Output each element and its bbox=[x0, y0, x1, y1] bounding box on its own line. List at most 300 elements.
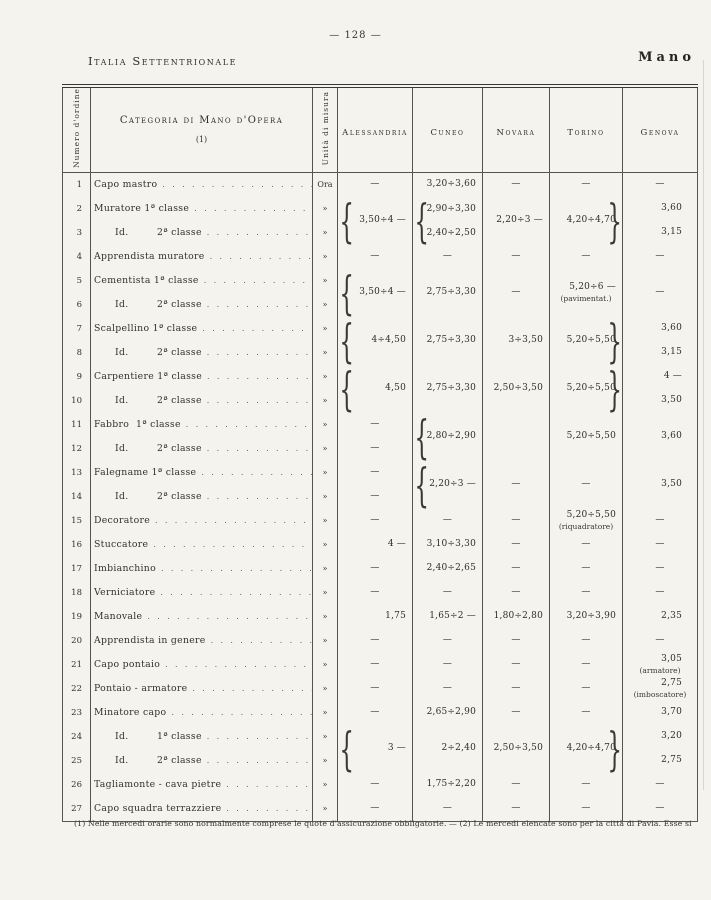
value-cell bbox=[413, 725, 483, 773]
value-cell bbox=[623, 269, 698, 317]
row-number: 8 bbox=[76, 347, 82, 358]
city-header: Torino bbox=[567, 128, 605, 139]
dot-leader bbox=[210, 245, 312, 269]
value-text: — bbox=[655, 563, 665, 574]
grouping-brace: } bbox=[607, 721, 622, 776]
dot-leader bbox=[186, 413, 312, 437]
category-label: Id. bbox=[115, 298, 129, 310]
category-label: Muratore 1ª classe bbox=[94, 202, 190, 214]
value-text: — bbox=[655, 251, 665, 262]
value-text: — bbox=[370, 683, 380, 694]
unit-cell: » bbox=[313, 389, 338, 413]
value-cell bbox=[623, 557, 698, 581]
category-cell bbox=[91, 413, 313, 437]
category-label: Decoratore bbox=[94, 514, 151, 526]
row-number: 12 bbox=[71, 443, 82, 454]
value-cell bbox=[483, 197, 550, 245]
value-text: — bbox=[581, 587, 591, 598]
unit-cell: » bbox=[313, 653, 338, 677]
grouping-brace: { bbox=[414, 409, 429, 464]
category-label: Verniciatore bbox=[94, 586, 156, 598]
value-text: — bbox=[442, 515, 453, 526]
category-label-class: 2ª classe bbox=[157, 754, 202, 766]
value-cell bbox=[338, 721, 413, 776]
dot-leader bbox=[207, 221, 312, 245]
value-text: 3,20÷3,60 bbox=[426, 179, 476, 190]
value-text: — bbox=[581, 539, 591, 550]
dot-leader bbox=[207, 437, 312, 461]
value-cell bbox=[623, 581, 698, 605]
value-text: 2,35 bbox=[661, 611, 682, 622]
unit-cell: » bbox=[313, 221, 338, 245]
value-cell bbox=[338, 797, 413, 822]
numero-header-cell bbox=[63, 86, 91, 172]
row-number: 3 bbox=[76, 227, 82, 238]
value-text: 2,20÷3 — bbox=[496, 215, 543, 226]
value-cell bbox=[550, 172, 623, 197]
value-text: — bbox=[655, 635, 665, 646]
category-label: Id. bbox=[115, 442, 129, 454]
category-label: Tagliamonte - cava pietre bbox=[94, 778, 222, 790]
value-text: — bbox=[511, 779, 521, 790]
value-cell bbox=[483, 557, 550, 581]
value-cell bbox=[483, 653, 550, 677]
grouping-brace: { bbox=[414, 457, 429, 512]
value-cell bbox=[550, 773, 623, 797]
category-label-class: 1ª classe bbox=[136, 418, 181, 430]
value-cell bbox=[338, 361, 413, 416]
value-cell bbox=[623, 197, 698, 221]
category-cell bbox=[91, 725, 313, 749]
value-cell bbox=[413, 557, 483, 581]
dot-leader bbox=[207, 293, 312, 317]
table-row bbox=[63, 365, 698, 389]
category-label-class: 2ª classe bbox=[157, 346, 202, 358]
value-text: 3,70 bbox=[661, 707, 682, 718]
category-cell bbox=[91, 533, 313, 557]
value-cell bbox=[338, 485, 413, 509]
table-row bbox=[63, 701, 698, 725]
value-cell bbox=[338, 313, 413, 368]
category-label: Id. bbox=[115, 730, 129, 742]
value-text: — bbox=[581, 707, 591, 718]
row-number: 1 bbox=[76, 179, 82, 190]
value-text: 5,20÷5,50 bbox=[566, 510, 616, 521]
value-text: 4 — bbox=[663, 371, 682, 382]
value-text: — bbox=[511, 251, 521, 262]
value-cell bbox=[483, 605, 550, 629]
category-cell bbox=[91, 221, 313, 245]
category-label: Capo squadra terrazziere bbox=[94, 802, 222, 814]
dot-leader bbox=[165, 653, 312, 677]
table-row bbox=[63, 172, 698, 197]
row-number: 15 bbox=[71, 515, 82, 526]
value-text: 5,20÷5,50 bbox=[566, 383, 616, 394]
value-text: 2,75÷3,30 bbox=[426, 335, 476, 346]
value-text: — bbox=[370, 563, 380, 574]
category-label: Scalpellino 1ª classe bbox=[94, 322, 198, 334]
value-text: 4,50 bbox=[385, 383, 406, 394]
value-cell bbox=[550, 193, 623, 248]
table-row bbox=[63, 509, 698, 533]
value-cell bbox=[550, 245, 623, 269]
category-cell bbox=[91, 365, 313, 389]
dot-leader bbox=[207, 341, 312, 365]
category-cell bbox=[91, 269, 313, 293]
value-cell bbox=[550, 461, 623, 509]
region-title: Italia Settentrionale bbox=[88, 54, 238, 68]
value-cell bbox=[413, 581, 483, 605]
dot-leader bbox=[204, 269, 312, 293]
value-text: — bbox=[442, 587, 453, 598]
value-text: 2,75÷3,30 bbox=[426, 287, 476, 298]
value-cell bbox=[623, 533, 698, 557]
category-label-class: 2ª classe bbox=[157, 226, 202, 238]
value-cell bbox=[483, 677, 550, 701]
value-cell bbox=[413, 365, 483, 413]
value-text: — bbox=[511, 683, 521, 694]
unit-cell: » bbox=[313, 485, 338, 509]
value-cell bbox=[413, 245, 483, 269]
value-text: — bbox=[511, 707, 521, 718]
value-cell bbox=[483, 172, 550, 197]
value-text: 3,05 bbox=[661, 654, 682, 665]
category-label: Id. bbox=[115, 490, 129, 502]
category-cell bbox=[91, 341, 313, 365]
value-qualifier: (pavimentat.) bbox=[560, 294, 612, 304]
value-text: — bbox=[511, 515, 521, 526]
value-cell bbox=[623, 317, 698, 341]
unit-cell: » bbox=[313, 773, 338, 797]
value-text: 3,15 bbox=[661, 227, 682, 238]
table-row bbox=[63, 725, 698, 749]
category-cell bbox=[91, 437, 313, 461]
value-cell bbox=[483, 509, 550, 533]
value-text: — bbox=[655, 539, 665, 550]
category-cell bbox=[91, 245, 313, 269]
value-cell bbox=[413, 269, 483, 317]
value-text: — bbox=[655, 587, 665, 598]
dot-leader bbox=[147, 605, 312, 629]
row-number: 4 bbox=[76, 251, 82, 262]
row-number: 20 bbox=[71, 635, 82, 646]
value-cell bbox=[550, 701, 623, 725]
category-cell bbox=[91, 797, 313, 822]
value-cell bbox=[623, 653, 698, 677]
value-cell bbox=[338, 701, 413, 725]
value-text: 5,20÷5,50 bbox=[566, 431, 616, 442]
value-text: 4÷4,50 bbox=[371, 335, 406, 346]
value-cell bbox=[338, 773, 413, 797]
value-cell bbox=[550, 269, 623, 317]
category-cell bbox=[91, 293, 313, 317]
grouping-brace: { bbox=[339, 265, 354, 320]
category-label: Id. bbox=[115, 346, 129, 358]
wage-table bbox=[62, 84, 698, 822]
value-cell bbox=[483, 269, 550, 317]
value-cell bbox=[550, 581, 623, 605]
dot-leader bbox=[171, 701, 312, 725]
unit-cell: » bbox=[313, 749, 338, 773]
value-qualifier: (imboscatore) bbox=[633, 690, 687, 700]
grouping-brace: { bbox=[339, 721, 354, 776]
category-cell bbox=[91, 581, 313, 605]
row-number: 21 bbox=[71, 659, 82, 670]
value-text: 3,50 bbox=[661, 479, 682, 490]
value-text: — bbox=[511, 179, 521, 190]
numero-header: Numero d'ordine bbox=[72, 88, 81, 168]
row-number: 23 bbox=[71, 707, 82, 718]
category-label-class: 2ª classe bbox=[157, 490, 202, 502]
row-number: 17 bbox=[71, 563, 82, 574]
unit-cell: » bbox=[313, 293, 338, 317]
value-cell bbox=[338, 533, 413, 557]
value-text: 2,40÷2,65 bbox=[426, 563, 476, 574]
category-label: Manovale bbox=[94, 610, 143, 622]
row-number: 9 bbox=[76, 371, 82, 382]
table-row bbox=[63, 317, 698, 341]
unit-cell: » bbox=[313, 797, 338, 822]
table-row bbox=[63, 773, 698, 797]
category-label: Stuccatore bbox=[94, 538, 149, 550]
unita-header-cell bbox=[313, 86, 338, 172]
value-text: — bbox=[581, 179, 591, 190]
dot-leader bbox=[226, 797, 312, 821]
value-text: — bbox=[511, 287, 521, 298]
value-cell bbox=[550, 313, 623, 368]
grouping-brace: { bbox=[339, 313, 354, 368]
value-text: 2,40÷2,50 bbox=[426, 227, 476, 238]
footnote: (1) Nelle mercedi orarie sono normalmente comprese le quote d'assicurazione obbligatorie. — (2) Le mercedi elencate sono per la città di Pavia. Esse si bbox=[74, 819, 692, 828]
value-text: 2,65÷2,90 bbox=[426, 707, 476, 718]
value-cell bbox=[483, 629, 550, 653]
value-cell bbox=[623, 749, 698, 773]
dot-leader bbox=[207, 725, 312, 749]
value-text: 3,20÷3,90 bbox=[566, 611, 616, 622]
value-cell bbox=[483, 365, 550, 413]
value-cell bbox=[483, 413, 550, 461]
unit-cell: » bbox=[313, 509, 338, 533]
value-cell bbox=[483, 725, 550, 773]
value-cell bbox=[338, 172, 413, 197]
category-label: Cementista 1ª classe bbox=[94, 274, 199, 286]
category-label: Imbianchino bbox=[94, 562, 156, 574]
value-text: — bbox=[442, 803, 453, 814]
value-text: — bbox=[511, 539, 521, 550]
value-text: — bbox=[442, 683, 453, 694]
category-label: Id. bbox=[115, 226, 129, 238]
value-cell bbox=[623, 797, 698, 822]
value-text: 3÷3,50 bbox=[508, 335, 543, 346]
value-cell bbox=[623, 509, 698, 533]
category-cell bbox=[91, 317, 313, 341]
value-cell bbox=[483, 773, 550, 797]
value-text: 2,20÷3 — bbox=[429, 479, 476, 490]
city-header-cell bbox=[550, 86, 623, 172]
unit-cell: » bbox=[313, 365, 338, 389]
value-cell bbox=[550, 509, 623, 533]
dot-leader bbox=[194, 197, 312, 221]
unit-cell: » bbox=[313, 341, 338, 365]
value-text: — bbox=[581, 803, 591, 814]
value-text: — bbox=[370, 707, 380, 718]
value-text: — bbox=[581, 659, 591, 670]
value-cell bbox=[338, 245, 413, 269]
value-text: 3 — bbox=[387, 743, 406, 754]
row-number: 22 bbox=[71, 683, 82, 694]
category-cell bbox=[91, 461, 313, 485]
row-number: 11 bbox=[71, 419, 82, 430]
table-row bbox=[63, 461, 698, 485]
category-cell bbox=[91, 701, 313, 725]
category-label: Id. bbox=[115, 754, 129, 766]
value-text: — bbox=[511, 659, 521, 670]
value-cell bbox=[413, 629, 483, 653]
unit-cell: » bbox=[313, 269, 338, 293]
value-cell bbox=[413, 605, 483, 629]
value-text: — bbox=[370, 419, 380, 430]
value-cell bbox=[550, 413, 623, 461]
value-cell bbox=[483, 317, 550, 365]
row-number: 24 bbox=[71, 731, 82, 742]
value-cell bbox=[623, 389, 698, 413]
value-cell bbox=[623, 629, 698, 653]
value-cell bbox=[413, 773, 483, 797]
value-text: — bbox=[511, 635, 521, 646]
value-qualifier: (riquadratore) bbox=[558, 522, 614, 532]
value-text: 2,75÷3,30 bbox=[426, 383, 476, 394]
category-label-class: 2ª classe bbox=[157, 298, 202, 310]
dot-leader bbox=[201, 461, 312, 485]
row-number: 10 bbox=[71, 395, 82, 406]
value-cell bbox=[413, 172, 483, 197]
value-text: — bbox=[511, 563, 521, 574]
value-text: 3,60 bbox=[661, 323, 682, 334]
value-text: 3,60 bbox=[661, 203, 682, 214]
category-cell bbox=[91, 653, 313, 677]
value-cell bbox=[338, 557, 413, 581]
unit-cell: » bbox=[313, 581, 338, 605]
table-row bbox=[63, 653, 698, 677]
category-cell bbox=[91, 172, 313, 197]
dot-leader bbox=[162, 173, 312, 197]
city-header-cell bbox=[338, 86, 413, 172]
value-cell bbox=[338, 265, 413, 320]
value-cell bbox=[483, 533, 550, 557]
unit-cell: » bbox=[313, 437, 338, 461]
value-cell bbox=[338, 629, 413, 653]
value-cell bbox=[338, 193, 413, 248]
unit-cell: » bbox=[313, 413, 338, 437]
value-cell bbox=[413, 193, 483, 248]
grouping-brace: { bbox=[339, 361, 354, 416]
table-row bbox=[63, 629, 698, 653]
row-number: 18 bbox=[71, 587, 82, 598]
value-cell bbox=[623, 461, 698, 509]
value-text: — bbox=[370, 779, 380, 790]
value-cell bbox=[623, 701, 698, 725]
value-text: — bbox=[655, 287, 665, 298]
value-cell bbox=[483, 797, 550, 822]
value-cell bbox=[623, 605, 698, 629]
value-cell bbox=[550, 533, 623, 557]
value-cell bbox=[483, 245, 550, 269]
value-text: — bbox=[370, 635, 380, 646]
value-text: 4 — bbox=[387, 539, 406, 550]
header-row bbox=[63, 86, 698, 172]
city-header-cell bbox=[483, 86, 550, 172]
value-text: 2,50÷3,50 bbox=[493, 383, 543, 394]
category-cell bbox=[91, 629, 313, 653]
dot-leader bbox=[153, 533, 312, 557]
table-header bbox=[63, 86, 698, 172]
value-text: — bbox=[581, 251, 591, 262]
value-text: — bbox=[581, 779, 591, 790]
dot-leader bbox=[202, 317, 312, 341]
dot-leader bbox=[211, 629, 312, 653]
value-cell bbox=[623, 365, 698, 389]
value-text: 1,75÷2,20 bbox=[426, 779, 476, 790]
table-row bbox=[63, 269, 698, 293]
value-text: 3,50÷4 — bbox=[359, 287, 406, 298]
value-cell bbox=[623, 221, 698, 245]
table-row bbox=[63, 413, 698, 437]
scan-edge-artifact bbox=[703, 60, 704, 790]
value-cell bbox=[413, 317, 483, 365]
category-label: Capo pontaio bbox=[94, 658, 161, 670]
unit-cell: » bbox=[313, 725, 338, 749]
value-text: — bbox=[581, 635, 591, 646]
value-cell bbox=[550, 721, 623, 776]
value-text: 2,80÷2,90 bbox=[426, 431, 476, 442]
category-label: Capo mastro bbox=[94, 178, 158, 190]
value-cell bbox=[413, 457, 483, 512]
value-cell bbox=[623, 172, 698, 197]
row-number: 5 bbox=[76, 275, 82, 286]
value-text: 1,65÷2 — bbox=[429, 611, 476, 622]
value-cell bbox=[413, 533, 483, 557]
category-cell bbox=[91, 197, 313, 221]
table-row bbox=[63, 533, 698, 557]
city-header: Alessandria bbox=[342, 128, 408, 139]
city-header: Cuneo bbox=[430, 128, 465, 139]
row-number: 25 bbox=[71, 755, 82, 766]
category-cell bbox=[91, 389, 313, 413]
value-cell bbox=[623, 413, 698, 461]
value-cell bbox=[550, 677, 623, 701]
grouping-brace: } bbox=[607, 193, 622, 248]
dot-leader bbox=[161, 557, 312, 581]
value-text: 5,20÷6 — bbox=[569, 282, 616, 293]
value-text: — bbox=[655, 803, 665, 814]
row-number: 7 bbox=[76, 323, 82, 334]
category-label-class: 2ª classe bbox=[157, 394, 202, 406]
table-body bbox=[63, 172, 698, 821]
value-text: — bbox=[442, 635, 453, 646]
row-number: 14 bbox=[71, 491, 82, 502]
value-cell bbox=[338, 653, 413, 677]
value-cell bbox=[413, 653, 483, 677]
table-row bbox=[63, 677, 698, 701]
value-text: — bbox=[370, 467, 380, 478]
value-text: — bbox=[581, 683, 591, 694]
value-text: 5,20÷5,50 bbox=[566, 335, 616, 346]
value-qualifier: (armatore) bbox=[639, 666, 681, 676]
value-text: — bbox=[655, 515, 665, 526]
value-text: — bbox=[655, 179, 665, 190]
row-number: 27 bbox=[71, 803, 82, 814]
dot-leader bbox=[207, 749, 312, 773]
